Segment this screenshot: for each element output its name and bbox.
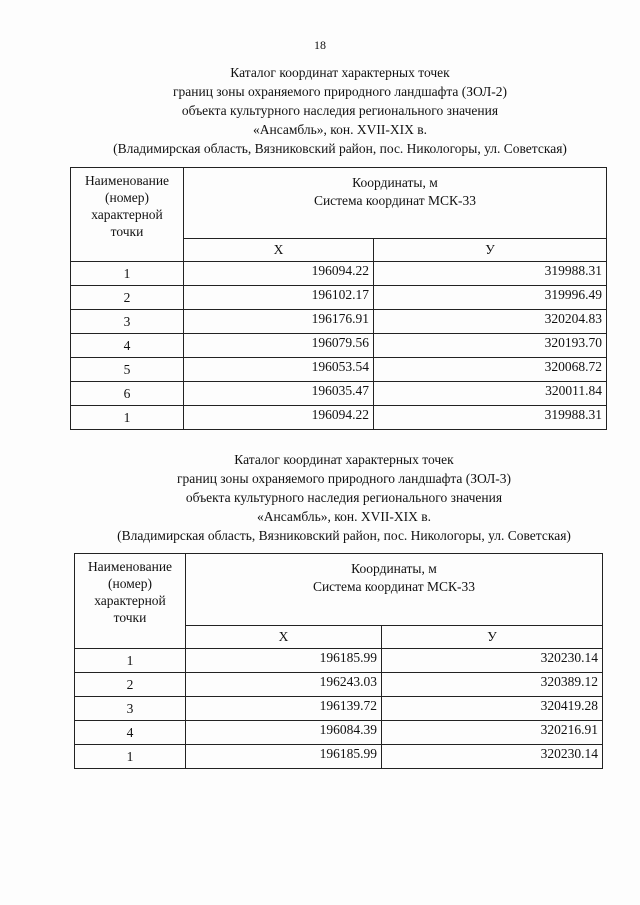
coordinates-header bbox=[184, 168, 607, 239]
point-number: 6 bbox=[71, 382, 184, 406]
caption-line: Каталог координат характерных точек bbox=[230, 65, 450, 80]
caption-line: Каталог координат характерных точек bbox=[234, 452, 454, 467]
caption-line: (Владимирская область, Вязниковский район, пос. Никологоры, ул. Советская) bbox=[113, 141, 567, 156]
y-value: 319988.31 bbox=[374, 406, 607, 430]
table-row bbox=[75, 673, 603, 697]
point-number: 3 bbox=[75, 697, 186, 721]
y-column-header: У bbox=[382, 626, 603, 649]
point-number: 1 bbox=[71, 406, 184, 430]
coordinates-table-zol-2 bbox=[70, 167, 607, 430]
y-value: 320389.12 bbox=[382, 673, 603, 697]
point-number: 3 bbox=[71, 310, 184, 334]
table-row bbox=[71, 310, 607, 334]
y-value: 320068.72 bbox=[374, 358, 607, 382]
caption-line: границ зоны охраняемого природного ландшафта (ЗОЛ-2) bbox=[172, 84, 508, 99]
caption-line: границ зоны охраняемого природного ландшафта (ЗОЛ-3) bbox=[176, 471, 512, 486]
y-value: 320230.14 bbox=[382, 649, 603, 673]
point-number: 4 bbox=[71, 334, 184, 358]
coordinates-header bbox=[186, 554, 603, 626]
point-name-header bbox=[71, 168, 184, 262]
x-value: 196102.17 bbox=[184, 286, 374, 310]
header-line: точки bbox=[110, 224, 144, 239]
table-row bbox=[75, 649, 603, 673]
caption-line: «Ансамбль», кон. XVII-XIX в. bbox=[252, 122, 428, 137]
point-number: 5 bbox=[71, 358, 184, 382]
point-number: 4 bbox=[75, 721, 186, 745]
caption-line: объекта культурного наследия регионального значения bbox=[185, 490, 503, 505]
table-row bbox=[71, 406, 607, 430]
table-row bbox=[71, 358, 607, 382]
catalog-caption-zol-3 bbox=[64, 450, 624, 545]
x-value: 196084.39 bbox=[186, 721, 382, 745]
header-line: точки bbox=[113, 610, 147, 625]
y-value: 319988.31 bbox=[374, 262, 607, 286]
table-row bbox=[71, 334, 607, 358]
caption-line: объекта культурного наследия регионального значения bbox=[181, 103, 499, 118]
table-row bbox=[71, 382, 607, 406]
point-number: 1 bbox=[75, 745, 186, 769]
y-value: 320419.28 bbox=[382, 697, 603, 721]
header-line: (номер) bbox=[105, 190, 149, 205]
table-row bbox=[71, 262, 607, 286]
point-number: 2 bbox=[71, 286, 184, 310]
x-value: 196185.99 bbox=[186, 745, 382, 769]
header-line: характерной bbox=[94, 593, 166, 608]
x-value: 196243.03 bbox=[186, 673, 382, 697]
x-column-header: Х bbox=[186, 626, 382, 649]
x-value: 196094.22 bbox=[184, 406, 374, 430]
point-number: 2 bbox=[75, 673, 186, 697]
header-line: Координаты, м bbox=[352, 175, 438, 190]
table-row bbox=[75, 745, 603, 769]
header-line: характерной bbox=[91, 207, 163, 222]
x-value: 196139.72 bbox=[186, 697, 382, 721]
x-value: 196185.99 bbox=[186, 649, 382, 673]
x-value: 196176.91 bbox=[184, 310, 374, 334]
point-number: 1 bbox=[75, 649, 186, 673]
y-value: 320230.14 bbox=[382, 745, 603, 769]
y-value: 319996.49 bbox=[374, 286, 607, 310]
x-value: 196053.54 bbox=[184, 358, 374, 382]
x-column-header: Х bbox=[184, 239, 374, 262]
header-line: Система координат МСК-33 bbox=[312, 579, 476, 594]
point-name-header bbox=[75, 554, 186, 649]
y-value: 320193.70 bbox=[374, 334, 607, 358]
x-value: 196035.47 bbox=[184, 382, 374, 406]
header-line: Координаты, м bbox=[351, 561, 437, 576]
caption-line: (Владимирская область, Вязниковский район, пос. Никологоры, ул. Советская) bbox=[117, 528, 571, 543]
y-column-header: У bbox=[374, 239, 607, 262]
x-value: 196094.22 bbox=[184, 262, 374, 286]
header-line: Наименование bbox=[87, 559, 173, 574]
catalog-caption-zol-2 bbox=[60, 63, 620, 158]
page-number: 18 bbox=[314, 38, 326, 52]
caption-line: «Ансамбль», кон. XVII-XIX в. bbox=[256, 509, 432, 524]
table-row bbox=[71, 286, 607, 310]
y-value: 320216.91 bbox=[382, 721, 603, 745]
header-line: Система координат МСК-33 bbox=[313, 193, 477, 208]
x-value: 196079.56 bbox=[184, 334, 374, 358]
y-value: 320011.84 bbox=[374, 382, 607, 406]
header-line: Наименование bbox=[84, 173, 170, 188]
table-row bbox=[75, 721, 603, 745]
table-row bbox=[75, 697, 603, 721]
point-number: 1 bbox=[71, 262, 184, 286]
header-line: (номер) bbox=[108, 576, 152, 591]
coordinates-table-zol-3 bbox=[74, 553, 603, 769]
y-value: 320204.83 bbox=[374, 310, 607, 334]
